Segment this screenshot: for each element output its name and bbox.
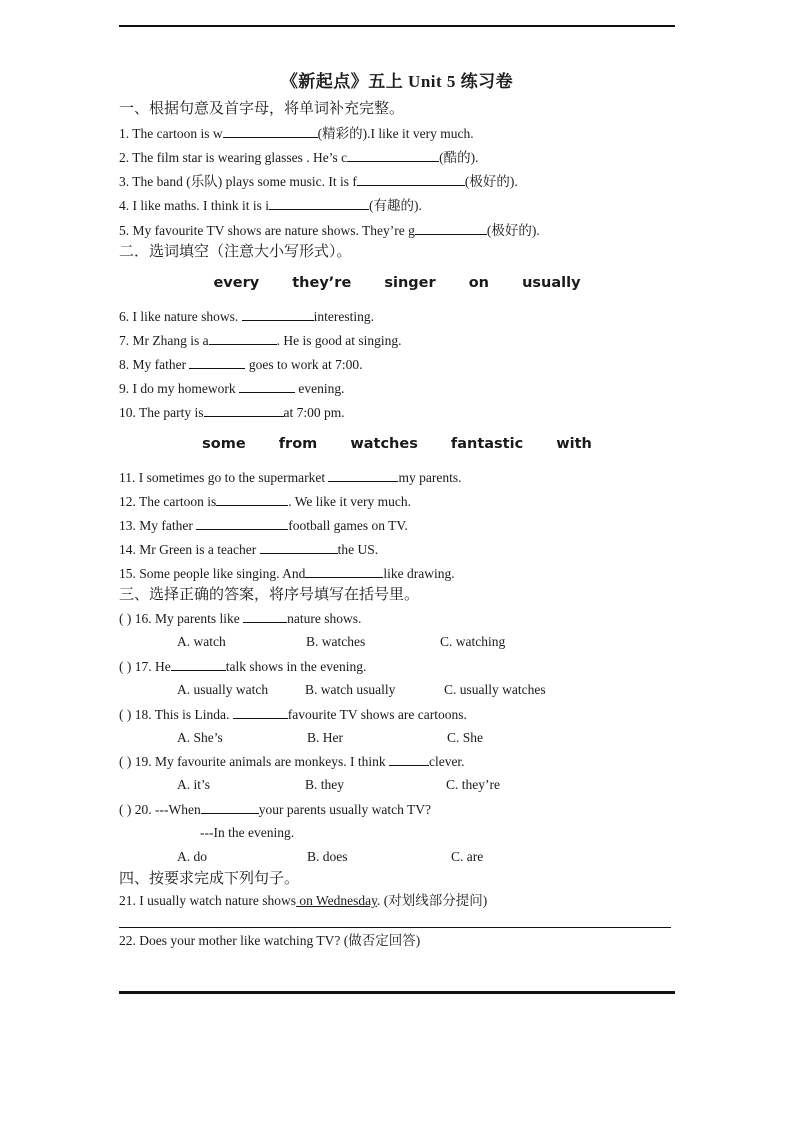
answer-blank[interactable] [233, 705, 288, 719]
question-1: 1. The cartoon is w (精彩的).I like it very much. [119, 126, 474, 141]
answer-parenthesis[interactable]: ( ) [119, 659, 132, 674]
section3-heading: 三、选择正确的答案，将序号填写在括号里。 [119, 587, 420, 603]
word-bank-word: singer [384, 275, 436, 291]
answer-blank[interactable] [196, 516, 288, 530]
question-14: 14. Mr Green is a teacher the US. [119, 542, 379, 557]
question-17: ( ) 17. He talk shows in the evening. [119, 659, 367, 674]
word-bank-2 [0, 436, 794, 452]
option-c: C. are [451, 849, 484, 864]
answer-blank[interactable] [209, 331, 277, 345]
answer-blank[interactable] [243, 609, 287, 623]
question-12: 12. The cartoon is . We like it very much. [119, 494, 411, 509]
answer-blank[interactable] [242, 307, 314, 321]
question-7: 7. Mr Zhang is a . He is good at singing. [119, 333, 402, 348]
question-6: 6. I like nature shows. interesting. [119, 309, 374, 324]
word-bank-word: some [202, 436, 246, 452]
option-b: B. does [307, 849, 348, 864]
option-a: A. it’s [177, 777, 211, 792]
question-15: 15. Some people like singing. And like drawing. [119, 566, 455, 581]
answer-blank[interactable] [189, 355, 245, 369]
answer-blank[interactable] [357, 172, 465, 186]
answer-blank[interactable] [204, 403, 284, 417]
option-c: C. usually watches [444, 682, 546, 697]
option-a: A. She’s [177, 730, 223, 745]
answer-parenthesis[interactable]: ( ) [119, 707, 132, 722]
question-22: 22. Does your mother like watching TV? (做否定回答) [119, 933, 421, 948]
question-3: 3. The band (乐队) plays some music. It is f (极好的). [119, 174, 518, 189]
option-b: B. Her [307, 730, 343, 745]
answer-parenthesis[interactable]: ( ) [119, 754, 132, 769]
question-4: 4. I like maths. I think it is i (有趣的). [119, 198, 422, 213]
answer-blank[interactable] [201, 800, 259, 814]
question-10: 10. The party is at 7:00 pm. [119, 405, 345, 420]
question-9: 9. I do my homework evening. [119, 381, 345, 396]
question-8: 8. My father goes to work at 7:00. [119, 357, 363, 372]
answer-blank[interactable] [389, 752, 429, 766]
page-title: 《新起点》五上 Unit 5 练习卷 [280, 72, 514, 91]
question-2: 2. The film star is wearing glasses . He’s c (酷的). [119, 150, 479, 165]
answer-line-21[interactable] [119, 927, 671, 928]
word-bank-word: on [468, 275, 490, 291]
bottom-rule [119, 991, 675, 994]
option-a: A. usually watch [177, 682, 269, 697]
question-19: ( ) 19. My favourite animals are monkeys. I think clever. [119, 754, 465, 769]
word-bank-word: watches [350, 436, 418, 452]
answer-blank[interactable] [328, 468, 398, 482]
word-bank-word: every [213, 275, 260, 291]
top-rule [119, 25, 675, 27]
answer-blank[interactable] [347, 148, 439, 162]
question-16: ( ) 16. My parents like nature shows. [119, 611, 362, 626]
answer-blank[interactable] [216, 492, 288, 506]
option-b: B. watches [306, 634, 366, 649]
section4-heading: 四、按要求完成下列句子。 [119, 871, 300, 887]
word-bank-word: usually [522, 275, 581, 291]
dialogue-reply: ---In the evening. [200, 825, 295, 840]
option-c: C. they’re [446, 777, 500, 792]
section1-heading: 一、根据句意及首字母，将单词补充完整。 [119, 101, 405, 117]
underlined-phrase: on Wednesday [295, 893, 377, 908]
question-21: 21. I usually watch nature shows on Wednesday. (对划线部分提问) [119, 893, 488, 908]
answer-blank[interactable] [305, 564, 383, 578]
answer-blank[interactable] [239, 379, 295, 393]
question-20: ( ) 20. ---When your parents usually watch TV? [119, 802, 431, 817]
option-b: B. watch usually [305, 682, 396, 697]
option-a: A. do [177, 849, 207, 864]
word-bank-word: with [556, 436, 592, 452]
answer-blank[interactable] [269, 196, 369, 210]
option-c: C. watching [440, 634, 506, 649]
word-bank-word: fantastic [450, 436, 524, 452]
section2-heading: 二．选词填空（注意大小写形式）。 [119, 244, 352, 260]
answer-blank[interactable] [415, 221, 487, 235]
answer-parenthesis[interactable]: ( ) [119, 802, 132, 817]
question-11: 11. I sometimes go to the supermarket my parents. [119, 470, 462, 485]
answer-blank[interactable] [223, 124, 318, 138]
option-a: A. watch [177, 634, 226, 649]
word-bank-1 [0, 275, 794, 291]
option-b: B. they [305, 777, 344, 792]
answer-parenthesis[interactable]: ( ) [119, 611, 132, 626]
answer-blank[interactable] [260, 540, 338, 554]
option-c: C. She [447, 730, 484, 745]
word-bank-word: they’re [292, 275, 352, 291]
question-13: 13. My father football games on TV. [119, 518, 408, 533]
question-18: ( ) 18. This is Linda. favourite TV shows are cartoons. [119, 707, 467, 722]
answer-blank[interactable] [171, 657, 226, 671]
question-5: 5. My favourite TV shows are nature shows. They’re g (极好的). [119, 223, 540, 238]
word-bank-word: from [278, 436, 318, 452]
